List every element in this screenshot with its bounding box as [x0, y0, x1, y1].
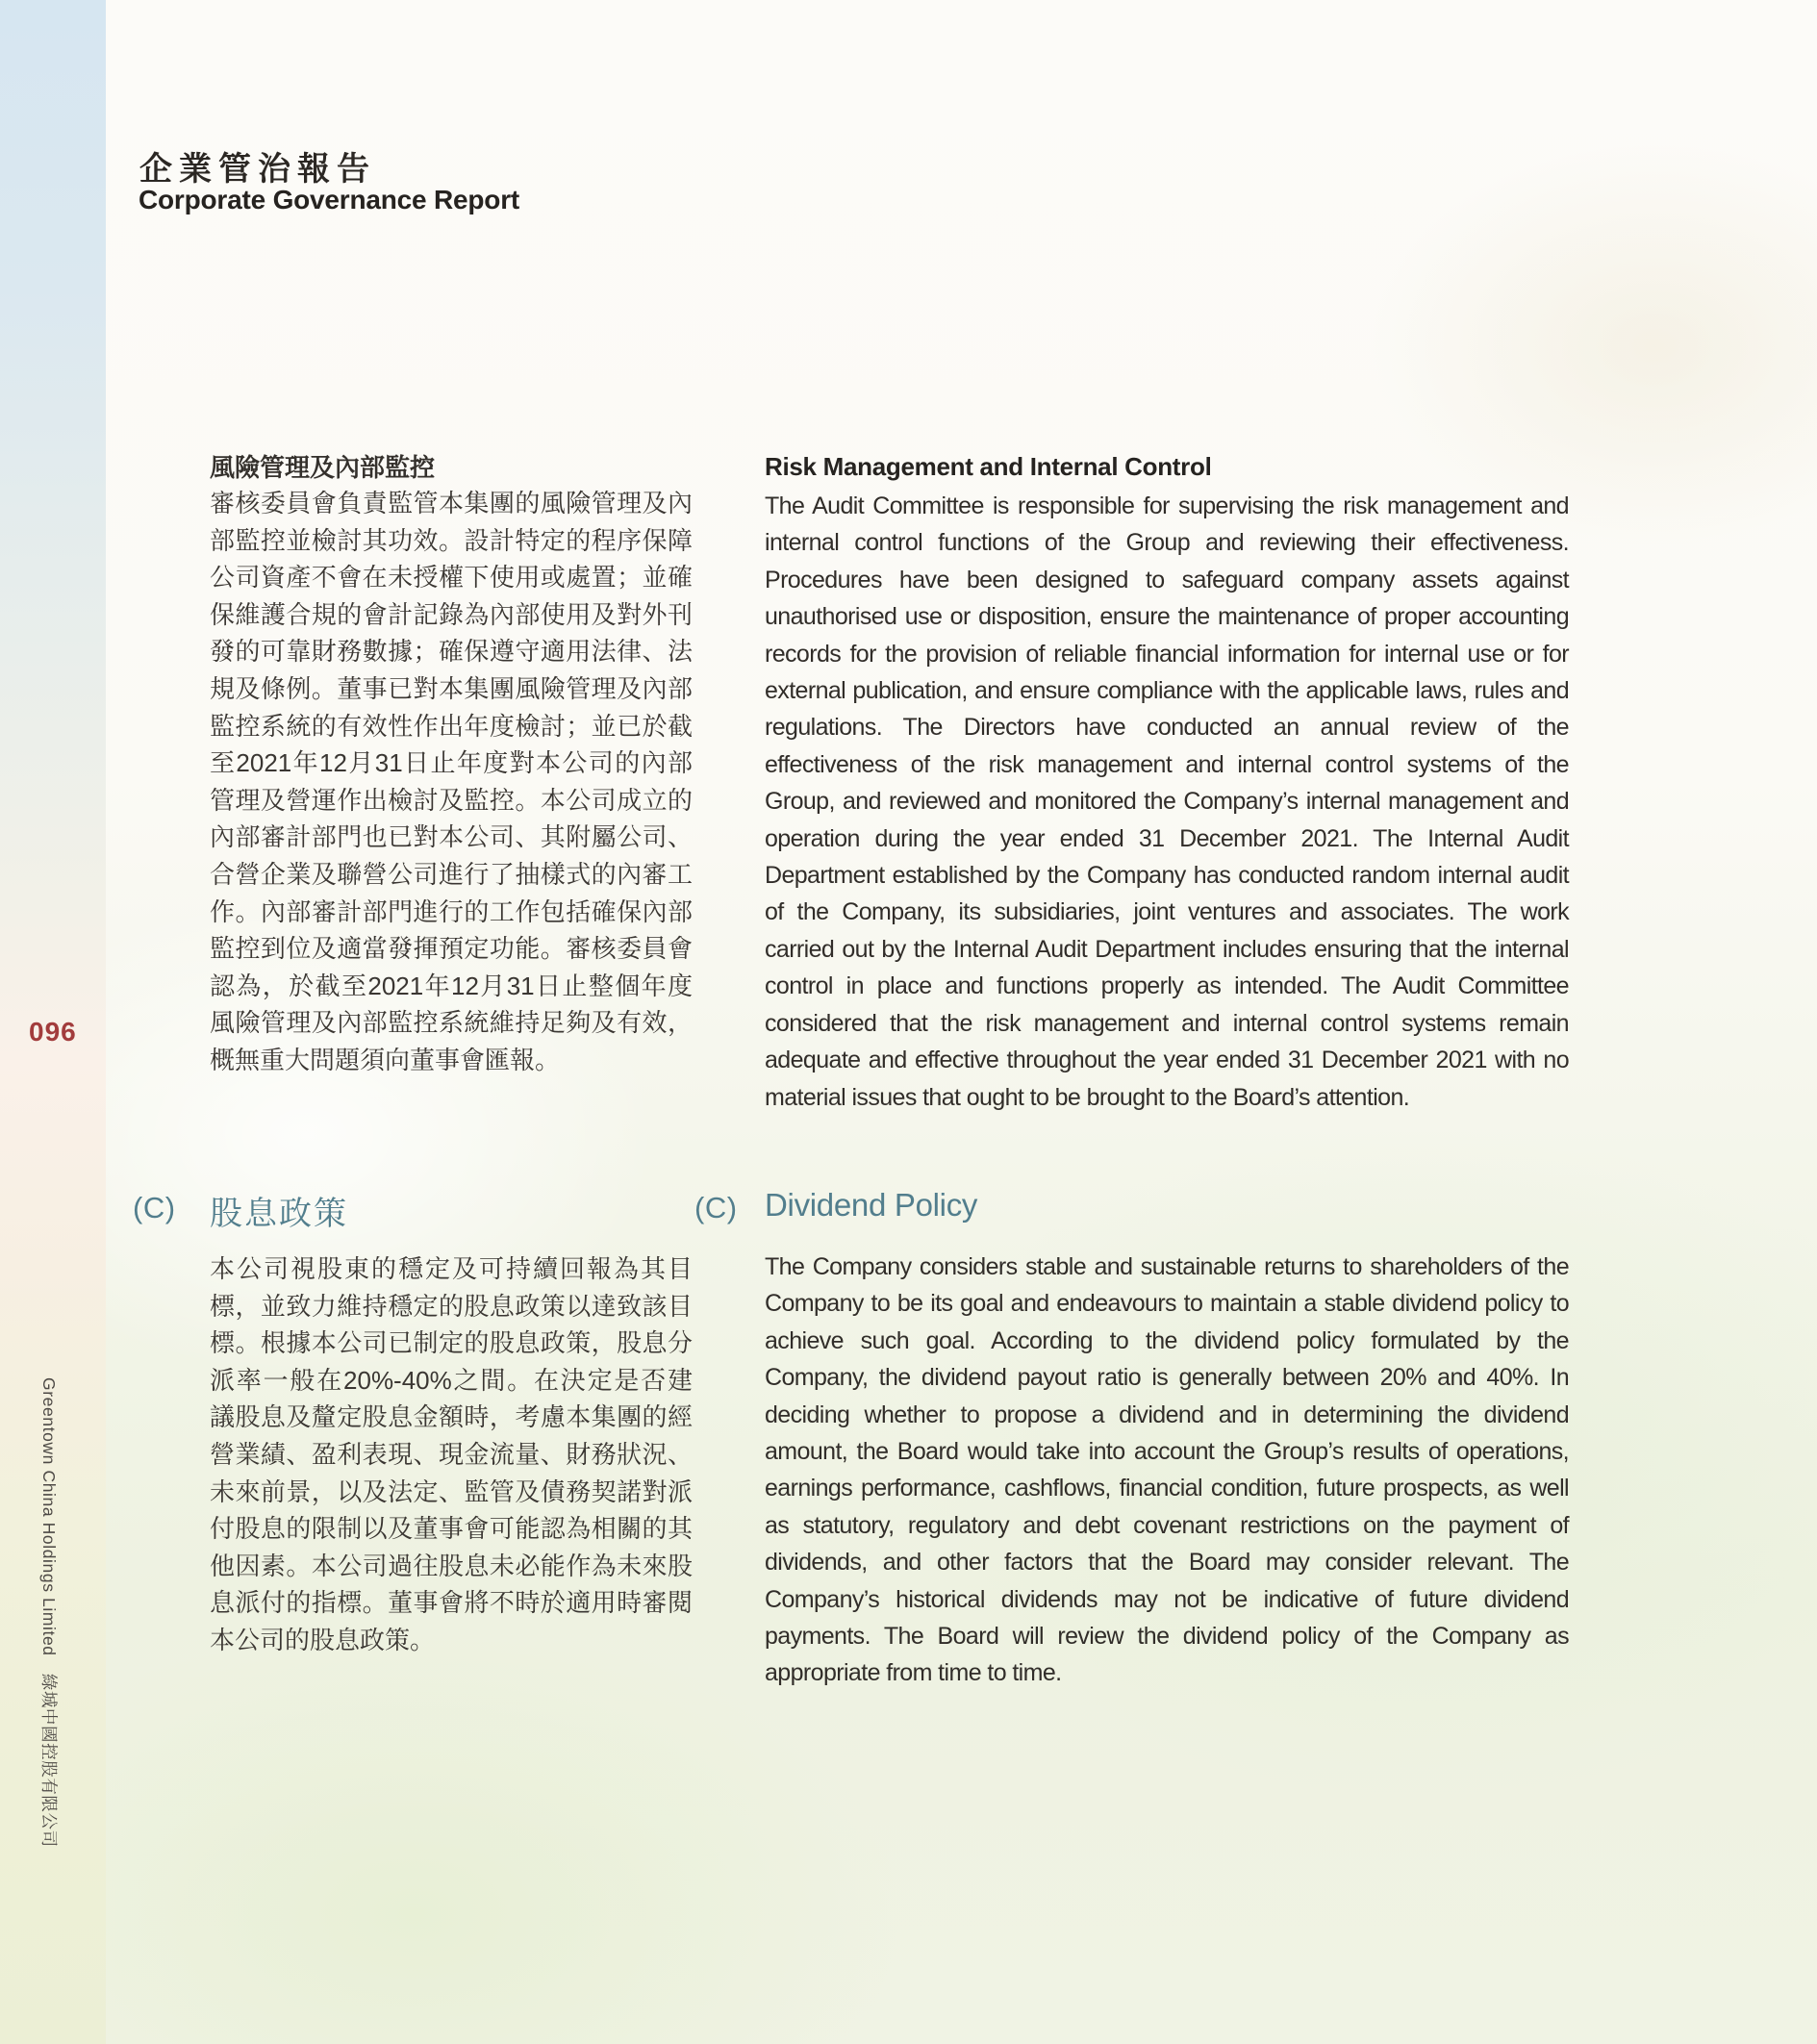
- section-c-marker-chinese: (C): [133, 1191, 176, 1224]
- page-title-chinese: 企業管治報告: [139, 152, 376, 188]
- page-number: 096: [29, 1017, 77, 1047]
- dividend-body-english: The Company considers stable and sustainable returns to shareholders of the Company to be its goal and endeavours to maintain a stable dividend policy to achieve such goal. According to the dividend policy formulated by the Company, the dividend payout ratio is generally between 20% and 40%. In deciding whether to propose a dividend and in determining the dividend amount, the Board would take into account the Group’s results of operations, earnings performance, cashflows, financial condition, future prospects, as well as statutory, regulatory and debt covenant restrictions on the payment of dividends, and other factors that the Board may consider relevant. The Company’s historical dividends may not be indicative of future dividend payments. The Board will review the dividend policy of the Company as appropriate from time to time.: [765, 1253, 1569, 1687]
- dividend-heading-english: Dividend Policy: [765, 1187, 978, 1223]
- page-title-english: Corporate Governance Report: [139, 185, 520, 214]
- company-name-vertical: Greentown China Holdings Limited 綠城中國控股有限公司: [39, 1377, 59, 1848]
- risk-heading-english: Risk Management and Internal Control: [765, 452, 1212, 481]
- dividend-body-chinese: 本公司視股東的穩定及可持續回報為其目標，並致力維持穩定的股息政策以達致該目標。根據本公司已制定的股息政策，股息分派率一般在20%-40%之間。在決定是否建議股息及釐定股息金額時，考慮本集團的經營業績、盈利表現、現金流量、財務狀況、未來前景，以及法定、監管及債務契諾對派付股息的限制以及董事會可能認為相關的其他因素。本公司過往股息未必能作為未來股息派付的指標。董事會將不時於適用時審閱本公司的股息政策。: [210, 1254, 693, 1654]
- risk-body-english: The Audit Committee is responsible for supervising the risk management and internal control functions of the Group and reviewing their effectiveness. Procedures have been designed to safeguard company assets against unauthorised use or disposition, ensure the maintenance of proper accounting records for the provision of reliable financial information for internal use or for external publication, and ensure compliance with the applicable laws, rules and regulations. The Directors have conducted an annual review of the effectiveness of the risk management and internal control systems of the Group, and reviewed and monitored the Company’s internal management and operation during the year ended 31 December 2021. The Internal Audit Department established by the Company has conducted random internal audit of the Company, its subsidiaries, joint ventures and associates. The work carried out by the Internal Audit Department includes ensuring that the internal control in place and functions properly as intended. The Audit Committee considered that the risk management and internal control systems remain adequate and effective throughout the year ended 31 December 2021 with no material issues that ought to be brought to the Board’s attention.: [765, 492, 1569, 1111]
- risk-body-chinese: 審核委員會負責監管本集團的風險管理及內部監控並檢討其功效。設計特定的程序保障公司資產不會在未授權下使用或處置；並確保維護合規的會計記錄為內部使用及對外刊發的可靠財務數據；確保遵守適用法律、法規及條例。董事已對本集團風險管理及內部監控系統的有效性作出年度檢討；並已於截至2021年12月31日止年度對本公司的內部管理及營運作出檢討及監控。本公司成立的內部審計部門也已對本公司、其附屬公司、合營企業及聯營公司進行了抽樣式的內審工作。內部審計部門進行的工作包括確保內部監控到位及適當發揮預定功能。審核委員會認為，於截至2021年12月31日止整個年度風險管理及內部監控系統維持足夠及有效，概無重大問題須向董事會匯報。: [210, 489, 693, 1074]
- dividend-heading-chinese: 股息政策: [210, 1196, 348, 1232]
- risk-heading-chinese: 風險管理及內部監控: [210, 453, 436, 482]
- section-c-marker-english: (C): [694, 1191, 738, 1224]
